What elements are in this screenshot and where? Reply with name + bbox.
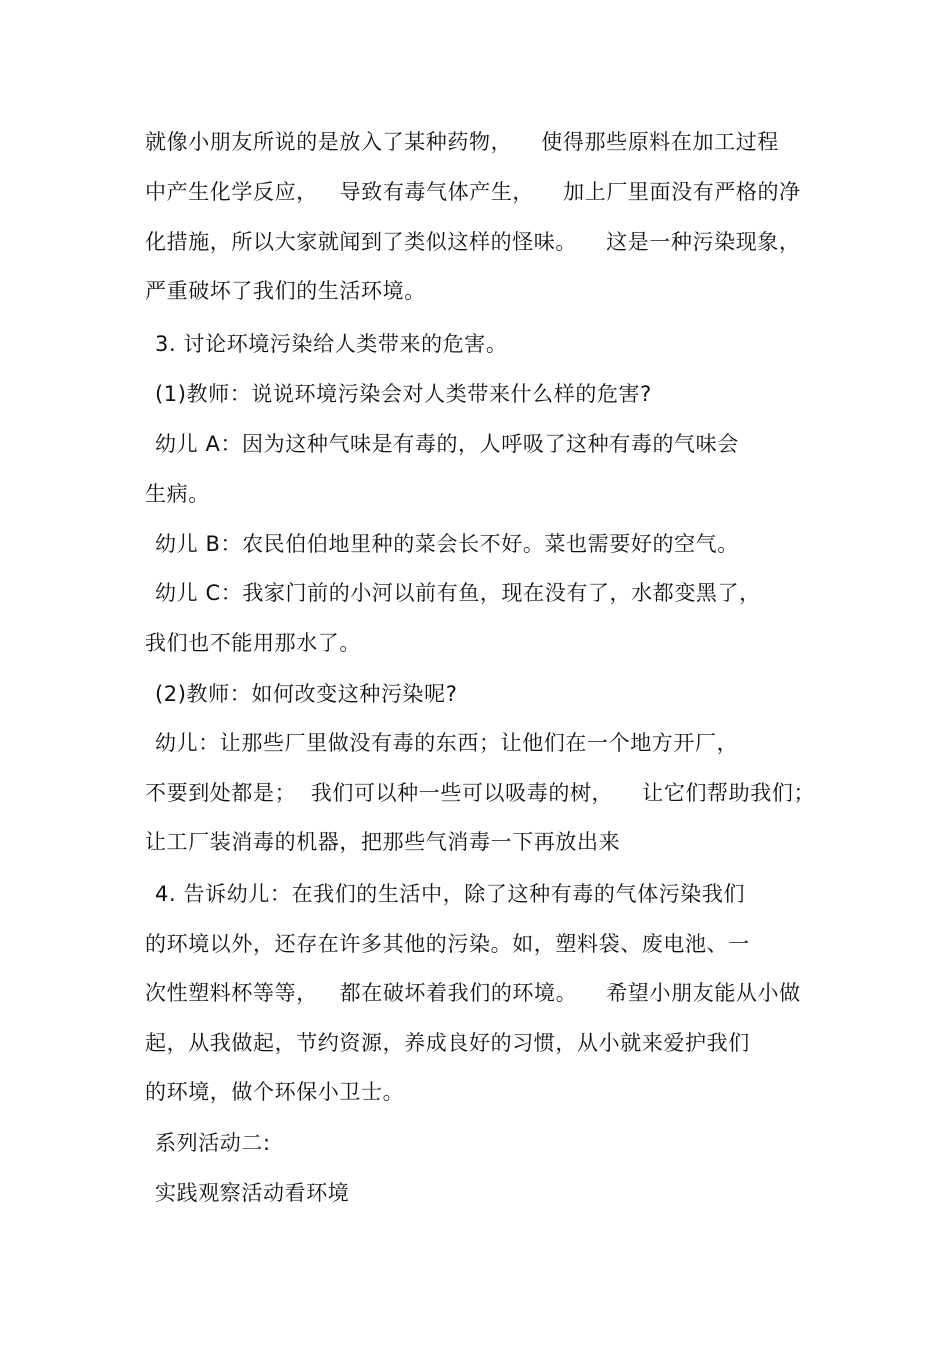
paragraph-line: 让工厂装消毒的机器，把那些气消毒一下再放出来: [145, 830, 621, 854]
child-answer: 幼儿 B：农民伯伯地里种的菜会长不好。菜也需要好的空气。: [155, 532, 739, 556]
child-answer: 幼儿 A：因为这种气味是有毒的，人呼吸了这种有毒的气味会: [155, 432, 739, 456]
paragraph-line: 我们也不能用那水了。: [145, 631, 361, 655]
child-answer: 幼儿 C：我家门前的小河以前有鱼，现在没有了，水都变黑了，: [155, 581, 761, 605]
series-activity-heading: 系列活动二:: [155, 1131, 271, 1155]
paragraph-line: 次性塑料杯等等， 都在破坏着我们的环境。 希望小朋友能从小做: [145, 981, 801, 1005]
activity-title: 实践观察活动看环境: [155, 1181, 350, 1205]
paragraph-line: 起，从我做起，节约资源，养成良好的习惯，从小就来爱护我们: [145, 1031, 750, 1055]
section-heading: 4. 告诉幼儿：在我们的生活中，除了这种有毒的气体污染我们: [155, 882, 746, 906]
paragraph-line: 中产生化学反应， 导致有毒气体产生， 加上厂里面没有严格的净: [145, 180, 801, 204]
paragraph-line: 不要到处都是； 我们可以种一些可以吸毒的树， 让它们帮助我们；: [145, 781, 816, 805]
child-answer: 幼儿：让那些厂里做没有毒的东西；让他们在一个地方开厂，: [155, 731, 739, 755]
paragraph-line: 的环境以外，还存在许多其他的污染。如，塑料袋、废电池、一: [145, 932, 750, 956]
paragraph-line: 就像小朋友所说的是放入了某种药物， 使得那些原料在加工过程: [145, 130, 779, 154]
teacher-question: (1)教师：说说环境污染会对人类带来什么样的危害?: [155, 382, 652, 406]
section-heading: 3. 讨论环境污染给人类带来的危害。: [155, 332, 508, 356]
paragraph-line: 化措施，所以大家就闻到了类似这样的怪味。 这是一种污染现象，: [145, 230, 801, 254]
teacher-question: (2)教师：如何改变这种污染呢?: [155, 682, 458, 706]
paragraph-line: 严重破坏了我们的生活环境。: [145, 279, 426, 303]
paragraph-line: 的环境，做个环保小卫士。: [145, 1080, 405, 1104]
paragraph-line: 生病。: [145, 482, 210, 506]
